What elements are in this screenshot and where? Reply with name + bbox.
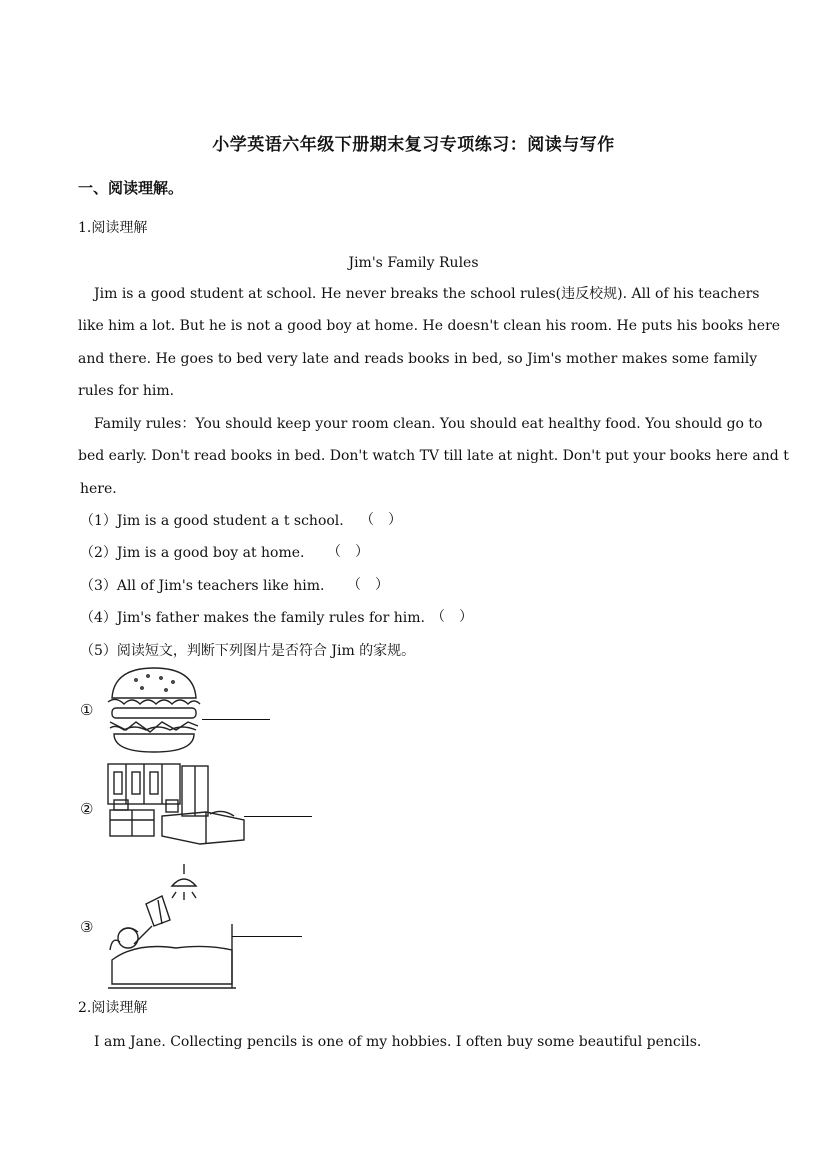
rules-line: Family rules：You should keep your room clean. You should eat healthy food. You should go to (94, 416, 763, 432)
hamburger-picture (106, 666, 201, 756)
question-item: （5）阅读短文，判断下列图片是否符合 Jim 的家规。 (80, 643, 416, 659)
passage-line: and there. He goes to bed very late and reads books in bed, so Jim's mother makes some family (78, 351, 758, 367)
passage-title: Jim's Family Rules (348, 255, 479, 271)
question-item: （3）All of Jim's teachers like him. (80, 578, 325, 594)
picture-number: ② (80, 800, 94, 818)
passage-line: Jim is a good student at school. He never breaks the school rules(违反校规). All of his teachers (94, 286, 760, 302)
question-item: （2）Jim is a good boy at home. (80, 545, 305, 561)
question-label: 1.阅读理解 (78, 220, 148, 236)
rules-line: here. (80, 481, 117, 497)
answer-paren[interactable]: （ ） (347, 577, 389, 593)
answer-paren[interactable]: （ ） (360, 512, 402, 528)
answer-blank[interactable] (232, 936, 302, 937)
picture-number: ① (80, 701, 94, 719)
question-label: 2.阅读理解 (78, 1000, 148, 1016)
question-item: （1）Jim is a good student a t school. (80, 513, 344, 529)
question-item: （4）Jim's father makes the family rules for him. (80, 610, 425, 626)
section-heading: 一、阅读理解。 (78, 179, 184, 197)
passage-line: rules for him. (78, 383, 175, 399)
answer-blank[interactable] (244, 816, 312, 817)
passage-line: like him a lot. But he is not a good boy at home. He doesn't clean his room. He puts his books here (78, 318, 781, 334)
answer-paren[interactable]: （ ） (431, 609, 473, 625)
reading-in-bed-picture (106, 864, 238, 990)
answer-paren[interactable]: （ ） (327, 544, 369, 560)
rules-line: bed early. Don't read books in bed. Don't watch TV till late at night. Don't put your books here and t (78, 448, 789, 464)
page-title: 小学英语六年级下册期末复习专项练习：阅读与写作 (212, 135, 615, 155)
answer-blank[interactable] (202, 719, 270, 720)
passage-line: I am Jane. Collecting pencils is one of my hobbies. I often buy some beautiful pencils. (94, 1034, 702, 1050)
picture-number: ③ (80, 918, 94, 936)
bedroom-picture (106, 762, 246, 846)
